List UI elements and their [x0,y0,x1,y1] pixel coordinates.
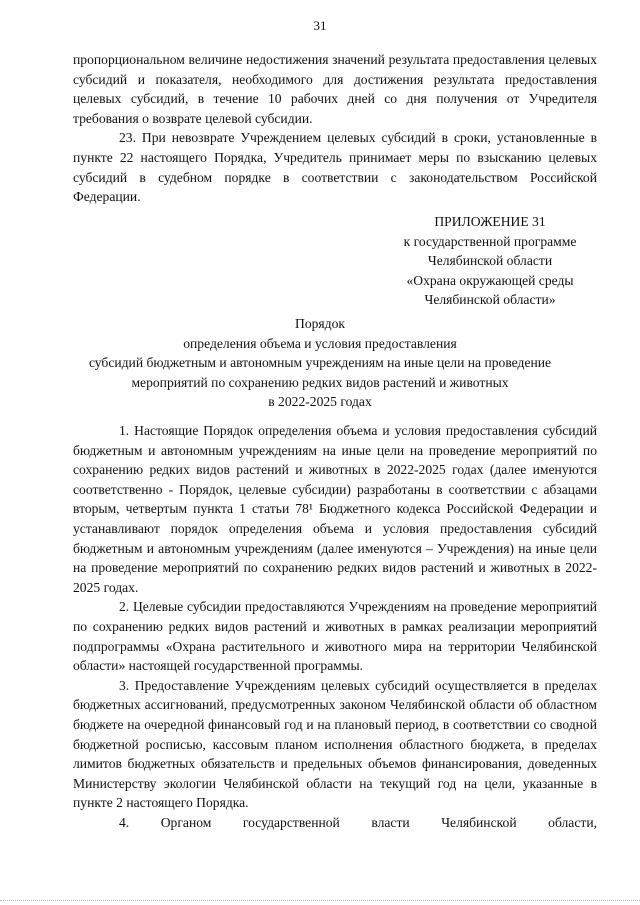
appendix-line: к государственной программе [403,233,577,249]
appendix-label: ПРИЛОЖЕНИЕ 31 [434,214,546,229]
appendix-line: «Охрана окружающей среды [406,272,574,288]
title-line: в 2022-2025 годах [268,394,372,410]
scan-edge-line [0,900,640,901]
body-section [73,421,597,832]
title-line: мероприятий по сохранению редких видов растений и животных [131,374,509,390]
appendix-line: Челябинской области» [424,292,556,308]
title-line: субсидий бюджетным и автономным учреждениям на иные цели на проведение [88,355,552,371]
paragraph-23: 23. При невозврате Учреждением целевых субсидий в сроки, установленные в пункте 22 настоящего Порядка, Учредитель принимает меры по взысканию целевых субсидий в судебном порядке в соответствии с законодательством Российской Федерации. [73,130,597,205]
page-number: 31 [313,18,327,33]
title-line: определения объема и условия предоставления [183,335,457,351]
appendix-header [330,212,640,310]
appendix-line: Челябинской области [427,253,553,269]
title-line: Порядок [295,316,345,331]
paragraph-continuation: пропорциональном величине недостижения значений результата предоставления целевых субсидий и показателя, необходимого для достижения результата предоставления целевых субсидий, в течение 10 рабочих дней со дня получения от Учредителя требования о возврате целевой субсидии. [73,52,597,126]
paragraph-4: 4. Органом государственной власти Челябинской области, [119,814,597,830]
paragraph-2: 2. Целевые субсидии предоставляются Учреждениям на проведение мероприятий по сохранению редких видов растений и животных в рамках реализации мероприятий подпрограммы «Охрана растительного и животного мира на территории Челябинской области» настоящей государственной программы. [73,599,597,674]
paragraph-1: 1. Настоящие Порядок определения объема и условия предоставления субсидий бюджетным и автономным учреждениям на иные цели на проведение мероприятий по сохранению редких видов растений и животных в 2022-2025 годах (далее именуются соответственно - Порядок, целевые субсидии) разработаны в соответствии с абзацами вторым, четвертым пункта 1 статьи 78¹ Бюджетного кодекса Российской Федерации и устанавливают порядок определения объема и условия предоставления субсидий бюджетным и автономным учреждениям (далее именуются – Учреждения) на иные цели на проведение мероприятий по сохранению редких видов растений и животных в 2022-2025 годах. [73,423,597,595]
document-title [40,314,600,412]
top-section [73,50,597,207]
paragraph-3: 3. Предоставление Учреждениям целевых субсидий осуществляется в пределах бюджетных ассигнований, предусмотренных законом Челябинской области об областном бюджете на очередной финансовый год и на плановый период, в соответствии со сводной бюджетной росписью, кассовым планом исполнения областного бюджета, в пределах лимитов бюджетных обязательств и предельных объемов финансирования, доведенных Министерству экологии Челябинской области на текущий год на цели, указанные в пункте 2 настоящего Порядка. [73,677,597,811]
